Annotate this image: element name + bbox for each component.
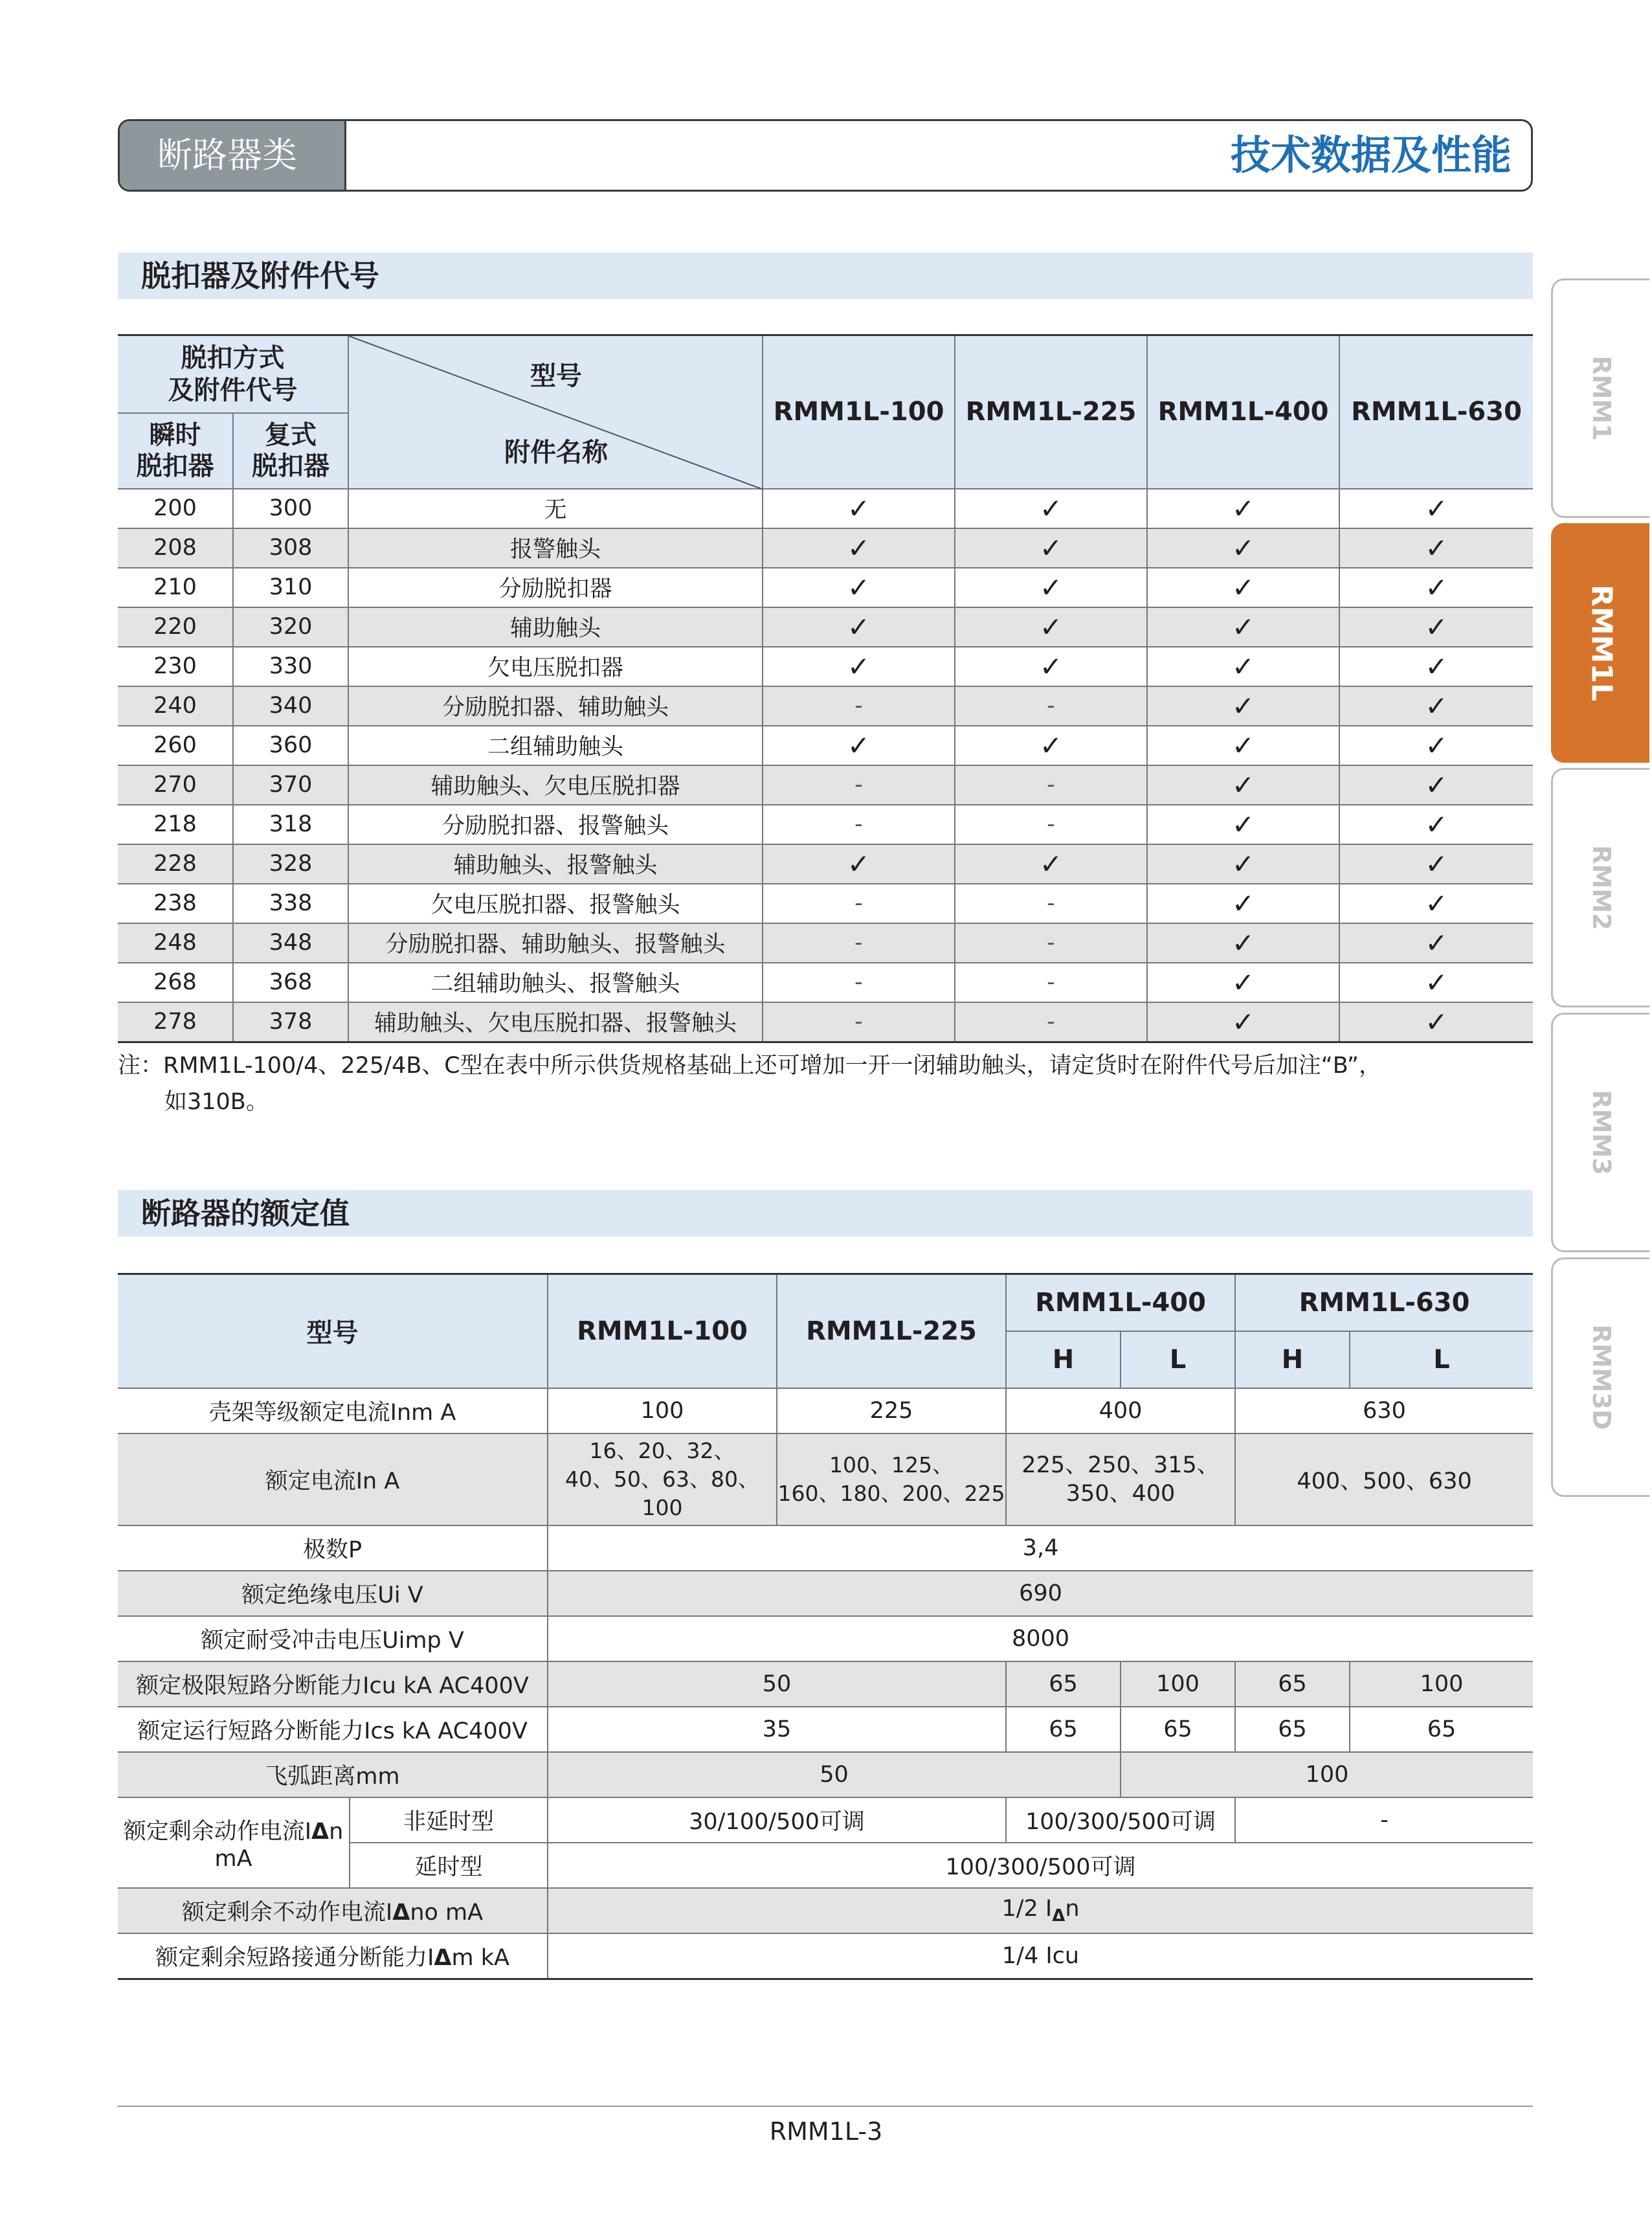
- availability-mark: -: [763, 884, 955, 923]
- instant-code: 248: [118, 923, 233, 963]
- side-tab-rmm1[interactable]: RMM1: [1551, 278, 1649, 518]
- availability-mark: ✓: [763, 568, 955, 607]
- row-residual-op-delay: 延时型 100/300/500可调: [118, 1843, 1533, 1888]
- availability-mark: ✓: [1339, 607, 1533, 647]
- availability-mark: ✓: [1339, 647, 1533, 686]
- side-tab-rmm3d[interactable]: RMM3D: [1551, 1257, 1649, 1497]
- availability-mark: ✓: [1339, 884, 1533, 923]
- instant-trip-header: 瞬时 脱扣器: [118, 413, 233, 489]
- availability-mark: -: [955, 884, 1147, 923]
- row-frame-current: 壳架等级额定电流Inm A 100 225 400 630: [118, 1388, 1533, 1433]
- compound-trip-header: 复式 脱扣器: [233, 413, 348, 489]
- instant-code: 228: [118, 844, 233, 884]
- model-header-label: 型号: [530, 361, 582, 391]
- instant-code: 210: [118, 568, 233, 607]
- compound-code: 340: [233, 686, 348, 726]
- availability-mark: -: [763, 805, 955, 844]
- table-row: [118, 1002, 1533, 1042]
- table-row: [118, 489, 1533, 528]
- instant-code: 220: [118, 607, 233, 647]
- availability-mark: ✓: [1147, 607, 1339, 647]
- table-row: [118, 568, 1533, 607]
- accessory-name: 分励脱扣器: [348, 568, 763, 607]
- side-tab-rmm3[interactable]: RMM3: [1551, 1013, 1649, 1252]
- availability-mark: ✓: [1147, 686, 1339, 726]
- instant-code: 270: [118, 765, 233, 805]
- page-header: [118, 119, 1533, 192]
- availability-mark: ✓: [763, 726, 955, 765]
- availability-mark: ✓: [1147, 489, 1339, 528]
- availability-mark: ✓: [1339, 765, 1533, 805]
- row-icu: 额定极限短路分断能力Icu kA AC400V 50 65 100 65 100: [118, 1661, 1533, 1707]
- accessory-name: 欠电压脱扣器: [348, 647, 763, 686]
- availability-mark: ✓: [1339, 1002, 1533, 1042]
- section-title-rating: 断路器的额定值: [118, 1190, 1533, 1237]
- availability-mark: ✓: [955, 528, 1147, 568]
- accessory-name: 分励脱扣器、报警触头: [348, 805, 763, 844]
- accessory-name: 辅助触头: [348, 607, 763, 647]
- compound-code: 330: [233, 647, 348, 686]
- table-row: [118, 607, 1533, 647]
- trip-code-header: 脱扣方式 及附件代号: [118, 335, 348, 413]
- row-impulse-voltage: 额定耐受冲击电压Uimp V 8000: [118, 1616, 1533, 1661]
- availability-mark: -: [763, 765, 955, 805]
- compound-code: 320: [233, 607, 348, 647]
- availability-mark: -: [763, 1002, 955, 1042]
- availability-mark: ✓: [1339, 686, 1533, 726]
- availability-mark: -: [955, 923, 1147, 963]
- table-row: [118, 963, 1533, 1002]
- compound-code: 300: [233, 489, 348, 528]
- availability-mark: -: [763, 963, 955, 1002]
- side-tab-rmm2[interactable]: RMM2: [1551, 768, 1649, 1007]
- compound-code: 338: [233, 884, 348, 923]
- accessory-name: 二组辅助触头: [348, 726, 763, 765]
- rating-model-100: RMM1L-100: [548, 1274, 777, 1388]
- model-col-100: RMM1L-100: [763, 335, 955, 489]
- instant-code: 260: [118, 726, 233, 765]
- page-title: 技术数据及性能: [1230, 131, 1512, 179]
- availability-mark: ✓: [763, 489, 955, 528]
- availability-mark: -: [763, 923, 955, 963]
- table-row: [118, 765, 1533, 805]
- accessory-name: 报警触头: [348, 528, 763, 568]
- availability-mark: ✓: [1339, 923, 1533, 963]
- row-residual-nonop: 额定剩余不动作电流IΔno mA 1/2 $I_\Delta n$: [118, 1888, 1533, 1933]
- rating-model-630: RMM1L-630: [1235, 1274, 1533, 1331]
- accessory-name: 欠电压脱扣器、报警触头: [348, 884, 763, 923]
- category-label: 断路器类: [120, 121, 346, 190]
- rating-630-l: L: [1350, 1331, 1533, 1388]
- model-col-630: RMM1L-630: [1339, 335, 1533, 489]
- table-row: [118, 884, 1533, 923]
- instant-code: 218: [118, 805, 233, 844]
- availability-mark: ✓: [1147, 884, 1339, 923]
- instant-code: 268: [118, 963, 233, 1002]
- availability-mark: ✓: [1339, 568, 1533, 607]
- availability-mark: ✓: [763, 607, 955, 647]
- section-title-accessory: 脱扣器及附件代号: [118, 253, 1533, 299]
- availability-mark: ✓: [1147, 923, 1339, 963]
- availability-mark: ✓: [1147, 528, 1339, 568]
- availability-mark: ✓: [763, 528, 955, 568]
- side-tab-rmm1l[interactable]: RMM1L: [1551, 523, 1649, 763]
- availability-mark: -: [955, 765, 1147, 805]
- availability-mark: ✓: [1339, 489, 1533, 528]
- availability-mark: ✓: [1339, 726, 1533, 765]
- table-row: [118, 923, 1533, 963]
- instant-code: 208: [118, 528, 233, 568]
- accessory-name: 分励脱扣器、辅助触头、报警触头: [348, 923, 763, 963]
- accessory-name: 辅助触头、欠电压脱扣器、报警触头: [348, 1002, 763, 1042]
- availability-mark: -: [955, 805, 1147, 844]
- rating-400-l: L: [1121, 1331, 1235, 1388]
- availability-mark: ✓: [955, 568, 1147, 607]
- availability-mark: -: [763, 686, 955, 726]
- compound-code: 368: [233, 963, 348, 1002]
- model-accessory-diagonal-header: [348, 335, 763, 489]
- compound-code: 310: [233, 568, 348, 607]
- availability-mark: ✓: [1147, 805, 1339, 844]
- availability-mark: ✓: [955, 647, 1147, 686]
- availability-mark: ✓: [1147, 647, 1339, 686]
- availability-mark: ✓: [955, 489, 1147, 528]
- availability-mark: -: [955, 963, 1147, 1002]
- availability-mark: ✓: [1339, 805, 1533, 844]
- instant-code: 200: [118, 489, 233, 528]
- rating-model-400: RMM1L-400: [1006, 1274, 1235, 1331]
- accessory-name: 分励脱扣器、辅助触头: [348, 686, 763, 726]
- row-residual-making: 额定剩余短路接通分断能力IΔm kA 1/4 Icu: [118, 1933, 1533, 1979]
- model-col-400: RMM1L-400: [1147, 335, 1339, 489]
- footer-divider: [118, 2106, 1533, 2107]
- availability-mark: ✓: [955, 726, 1147, 765]
- instant-code: 278: [118, 1002, 233, 1042]
- rating-630-h: H: [1235, 1331, 1350, 1388]
- table-row: [118, 686, 1533, 726]
- accessory-header-label: 附件名称: [504, 438, 608, 467]
- row-arc-distance: 飞弧距离mm 50 100: [118, 1752, 1533, 1797]
- rating-400-h: H: [1006, 1331, 1121, 1388]
- availability-mark: ✓: [1339, 963, 1533, 1002]
- rating-model-225: RMM1L-225: [777, 1274, 1006, 1388]
- row-ics: 额定运行短路分断能力Ics kA AC400V 35 65 65 65 65: [118, 1707, 1533, 1752]
- compound-code: 378: [233, 1002, 348, 1042]
- note: [118, 1048, 1381, 1120]
- availability-mark: ✓: [1147, 1002, 1339, 1042]
- compound-code: 318: [233, 805, 348, 844]
- instant-code: 240: [118, 686, 233, 726]
- model-col-225: RMM1L-225: [955, 335, 1147, 489]
- availability-mark: ✓: [1147, 844, 1339, 884]
- table-row: [118, 805, 1533, 844]
- availability-mark: ✓: [1339, 528, 1533, 568]
- compound-code: 308: [233, 528, 348, 568]
- table-row: [118, 647, 1533, 686]
- availability-mark: -: [955, 1002, 1147, 1042]
- availability-mark: ✓: [1147, 568, 1339, 607]
- availability-mark: ✓: [1147, 765, 1339, 805]
- compound-code: 328: [233, 844, 348, 884]
- accessory-name: 二组辅助触头、报警触头: [348, 963, 763, 1002]
- accessory-name: 辅助触头、报警触头: [348, 844, 763, 884]
- availability-mark: ✓: [763, 647, 955, 686]
- row-residual-op-nondelay: 额定剩余动作电流IΔn mA 非延时型 30/100/500可调 100/300/500可调 -: [118, 1797, 1533, 1843]
- availability-mark: ✓: [955, 607, 1147, 647]
- page-number: RMM1L-3: [769, 2117, 883, 2146]
- row-poles: 极数P 3,4: [118, 1525, 1533, 1571]
- instant-code: 230: [118, 647, 233, 686]
- rating-table: [118, 1273, 1533, 1980]
- row-insulation-voltage: 额定绝缘电压Ui V 690: [118, 1571, 1533, 1616]
- availability-mark: -: [955, 686, 1147, 726]
- availability-mark: ✓: [1339, 844, 1533, 884]
- table-row: [118, 844, 1533, 884]
- availability-mark: ✓: [763, 844, 955, 884]
- availability-mark: ✓: [955, 844, 1147, 884]
- compound-code: 360: [233, 726, 348, 765]
- compound-code: 370: [233, 765, 348, 805]
- accessory-name: 辅助触头、欠电压脱扣器: [348, 765, 763, 805]
- rating-model-header: 型号: [118, 1274, 548, 1388]
- availability-mark: ✓: [1147, 726, 1339, 765]
- note-line-2: 如310B。: [164, 1089, 269, 1115]
- table-row: [118, 528, 1533, 568]
- availability-mark: ✓: [1147, 963, 1339, 1002]
- table-row: [118, 726, 1533, 765]
- note-line-1: 注：RMM1L-100/4、225/4B、C型在表中所示供货规格基础上还可增加一开一闭辅助触头，请定货时在附件代号后加注“B”，: [118, 1053, 1382, 1079]
- compound-code: 348: [233, 923, 348, 963]
- row-rated-current: 额定电流In A 16、20、32、 40、50、63、80、100 100、125、 160、180、200、225 225、250、315、 350、400 400、500、630: [118, 1433, 1533, 1525]
- accessory-code-table: [118, 334, 1533, 1043]
- instant-code: 238: [118, 884, 233, 923]
- accessory-name: 无: [348, 489, 763, 528]
